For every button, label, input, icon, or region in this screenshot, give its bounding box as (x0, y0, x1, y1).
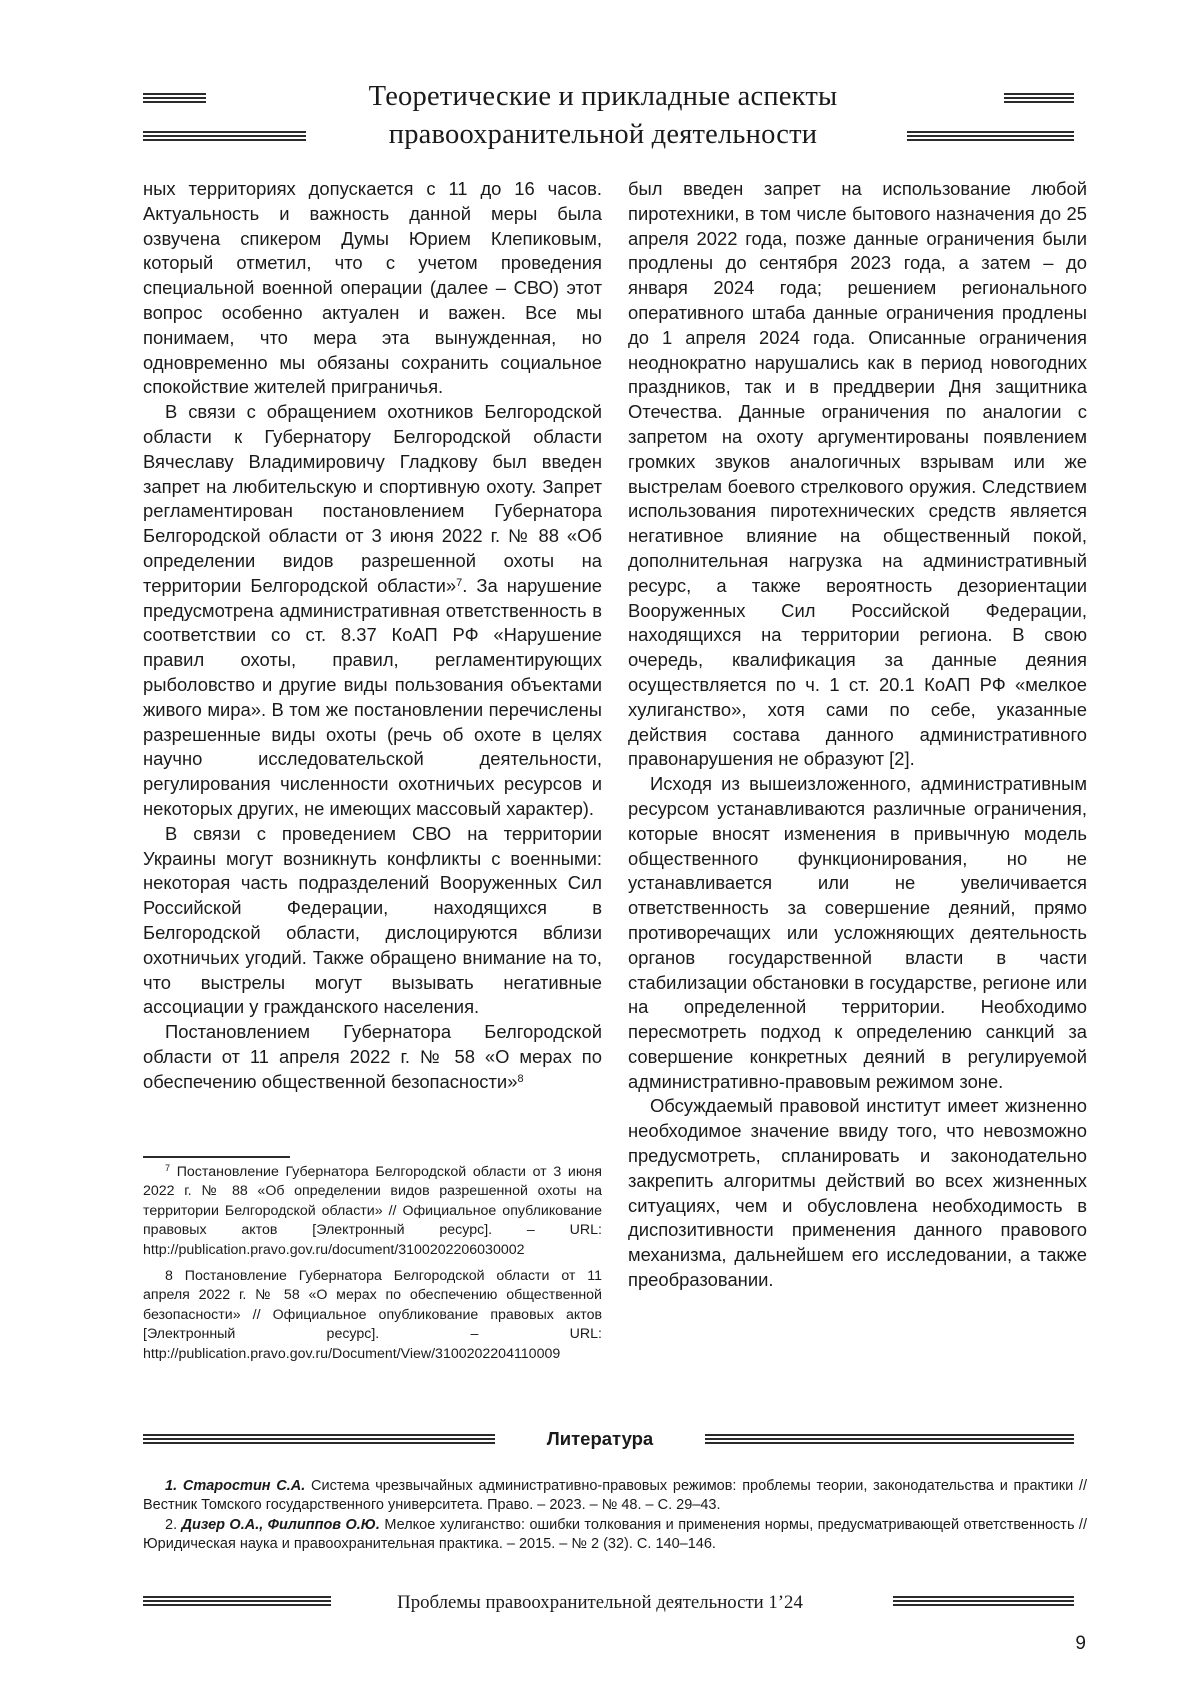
reference-list (143, 1477, 1087, 1554)
footnote-separator (143, 1156, 290, 1158)
footer-rule-left (143, 1596, 331, 1606)
reference-text: Мелкое хулиганство: ошибки толкования и применения нормы, предусматривающей ответственность // Юридическая наука и правоохранительная практика. – 2015. – № 2 (32). С. 140–146. (143, 1516, 1087, 1552)
paragraph-text: В связи с обращением охотников Белгородской области к Губернатору Белгородской области Вячеславу Владимировичу Гладкову был введен запрет на любительскую и спортивную охоту. Запрет регламентирован постановлением Губернатора Белгородской области от 3 июня 2022 г. № 88 «Об определении видов разрешенной охоты на территории Белгородской области» (143, 401, 602, 596)
header-rule-right-top (1004, 93, 1074, 103)
literature-rule-right (705, 1434, 1074, 1444)
footnotes (143, 1163, 602, 1371)
header-rule-left-bottom (143, 131, 306, 141)
reference-author: Дизер О.А., Филиппов О.Ю. (181, 1516, 380, 1533)
page-number: 9 (1075, 1633, 1086, 1654)
footnote-text: Постановление Губернатора Белгородской области от 11 апреля 2022 г. № 58 «О мерах по обеспечению общественной безопасности» // Официальное опубликование правовых актов [Электронный ресурс]. – URL: http://publication.pravo.gov.ru/Document/View/3100202204110009 (143, 1268, 602, 1362)
footnote-ref-7[interactable]: 7 (456, 576, 463, 589)
paragraph: В связи с проведением СВО на территории Украины могут возникнуть конфликты с военными: некоторая часть подразделений Вооруженных Сил Российской Федерации, находящихся в Белгородской области, дислоцируются вблизи охотничьих угодий. Также обращено внимание на то, что выстрелы могут вызывать негативные ассоциации у гражданского населения. (143, 822, 602, 1018)
literature-rule-left (143, 1434, 495, 1444)
header-title-line2: правоохранительной деятельности (388, 119, 818, 150)
footnote-7 (143, 1163, 602, 1260)
reference-item (143, 1516, 1087, 1555)
paragraph: был введен запрет на использование любой пиротехники, в том числе бытового назначения до 25 апреля 2022 года, позже данные ограничения были продлены до сентября 2023 года, а затем – до января 2024 года; решением регионального оперативного штаба данные ограничения продлены до 1 апреля 2024 года. Описанные ограничения неоднократно нарушались как в период новогодних праздников, так и в преддверии Дня защитника Отечества. Данные ограничения по аналогии с запретом на охоту аргументированы появлением громких звуков аналогичных взрывам или же выстрелам боевого стрелкового оружия. Следствием использования пиротехнических средств является негативное влияние на общественный покой, дополнительная нагрузка на административный ресурс, а также вероятность дезориентации Вооруженных Сил Российской Федерации, находящихся на территории региона. В свою очередь, квалификация за данные деяния осуществляется по ч. 1 ст. 20.1 КоАП РФ «мелкое хулиганство», хотя сами по себе, указанные действия состава данного административного правонарушения не образуют [2]. (628, 178, 1087, 770)
left-column (143, 177, 602, 1094)
footnote-number: 7 (165, 1163, 171, 1173)
footnote-8 (143, 1267, 602, 1364)
footnote-number: 8 (165, 1268, 173, 1285)
right-column (628, 177, 1087, 1293)
reference-item (143, 1477, 1087, 1516)
running-header (320, 78, 886, 154)
header-rule-right-bottom (907, 131, 1074, 141)
paragraph: Обсуждаемый правовой институт имеет жизненно необходимое значение ввиду того, что невозможно предусмотреть, спланировать и законодательно закрепить алгоритмы действий во всех жизненных ситуациях, чем и обусловлена необходимость в диспозитивности применения данного правового механизма, дальнейшем его исследовании, а также преобразовании. (628, 1095, 1087, 1291)
footer-rule-right (893, 1596, 1074, 1606)
paragraph-text: Постановлением Губернатора Белгородской области от 11 апреля 2022 г. № 58 «О мерах по обеспечению общественной безопасности» (143, 1021, 602, 1092)
paragraph: ных территориях допускается с 11 до 16 часов. Актуальность и важность данной меры была озвучена спикером Думы Юрием Клепиковым, который отметил, что с учетом проведения специальной военной операции (далее – СВО) этот вопрос особенно актуален и важен. Все мы понимаем, что мера эта вынужденная, но одновременно мы обязаны сохранить социальное спокойствие жителей приграничья. (143, 178, 602, 398)
header-title-line1: Теоретические и прикладные аспекты (368, 81, 838, 112)
paragraph (143, 400, 602, 822)
journal-footer: Проблемы правоохранительной деятельности 1’24 (397, 1592, 803, 1613)
reference-number: 1. (165, 1478, 178, 1494)
footnote-ref-8[interactable]: 8 (517, 1072, 524, 1085)
reference-number: 2. (165, 1516, 178, 1533)
literature-heading: Литература (546, 1428, 654, 1449)
reference-author: Старостин С.А. (182, 1478, 306, 1494)
header-rule-left-top (143, 93, 206, 103)
paragraph (143, 1020, 602, 1094)
paragraph-text: . За нарушение предусмотрена административная ответственность в соответствии со ст. 8.37 КоАП РФ «Нарушение правил охоты, правил, регламентирующих рыболовство и другие виды пользования объектами живого мира». В том же постановлении перечислены разрешенные виды охоты (речь об охоте в целях научно исследовательской деятельности, регулирования численности охотничьих ресурсов и некоторых других, не имеющих массовый характер). (143, 574, 602, 819)
reference-text: Система чрезвычайных административно-правовых режимов: проблемы теории, законодательства и практики // Вестник Томского государственного университета. Право. – 2023. – № 48. – С. 29–43. (143, 1478, 1088, 1514)
footnote-text: Постановление Губернатора Белгородской области от 3 июня 2022 г. № 88 «Об определении видов разрешенной охоты на территории Белгородской области» // Официальное опубликование правовых актов [Электронный ресурс]. – URL: http://publication.pravo.gov.ru/document/3100202206030002 (143, 1164, 602, 1258)
paragraph: Исходя из вышеизложенного, административным ресурсом устанавливаются различные ограничения, которые вносят изменения в привычную модель общественного функционирования, но не устанавливается или не увеличивается ответственность за совершение деяний, прямо противоречащих или усложняющих деятельность органов государственной власти в части стабилизации обстановки в государстве, регионе или на определенной территории. Необходимо пересмотреть подход к определению санкций за совершение конкретных деяний в регулируемой административно-правовым режимом зоне. (628, 773, 1087, 1092)
